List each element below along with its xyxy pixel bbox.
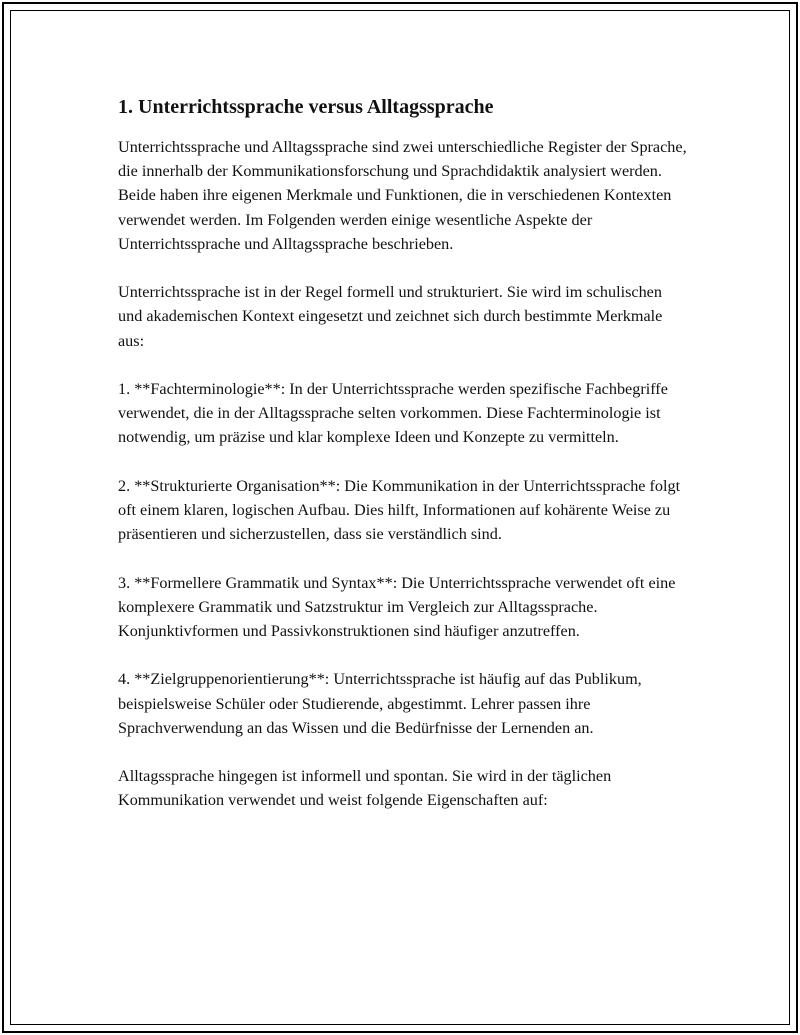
list-item-fachterminologie: 1. **Fachterminologie**: In der Unterrichtssprache werden spezifische Fachbegriffe verwendet, die in der Alltagssprache selten vorkommen. Diese Fachterminologie ist notwendig, um präzise und klar komplexe Ideen und Konzepte zu vermitteln. [118,380,668,447]
list-item-formellere-grammatik: 3. **Formellere Grammatik und Syntax**: Die Unterrichtssprache verwendet oft eine komplexere Grammatik und Satzstruktur im Vergleich zur Alltagssprache. Konjunktivformen und Passivkonstruktionen sind häufiger anzutreffen. [118,573,676,640]
list-item-zielgruppenorientierung: 4. **Zielgruppenorientierung**: Unterrichtssprache ist häufig auf das Publikum, beispielsweise Schüler oder Studierende, abgestimmt. Lehrer passen ihre Sprachverwendung an das Wissen und die Bedürfnisse der Lernenden an. [118,670,642,737]
intro-paragraph: Unterrichtssprache und Alltagssprache sind zwei unterschiedliche Register der Sprache, die innerhalb der Kommunikationsforschung und Sprachdidaktik analysiert werden. Beide haben ihre eigenen Merkmale und Funktionen, die in verschiedenen Kontexten verwendet werden. Im Folgenden werden einige wesentliche Aspekte der Unterrichtssprache und Alltagssprache beschrieben. [118,138,687,253]
list-item-strukturierte-organisation: 2. **Strukturierte Organisation**: Die Kommunikation in der Unterrichtssprache folgt oft einem klaren, logischen Aufbau. Dies hilft, Informationen auf kohärente Weise zu präsentieren und sicherzustellen, dass sie verständlich sind. [118,476,681,544]
section-heading: 1. Unterrichtssprache versus Alltagssprache [118,96,494,118]
alltagssprache-paragraph: Alltagssprache hingegen ist informell und spontan. Sie wird in der täglichen Kommunikation verwendet und weist folgende Eigenschaften auf: [118,767,612,810]
unterrichtssprache-paragraph: Unterrichtssprache ist in der Regel formell und strukturiert. Sie wird im schulischen und akademischen Kontext eingesetzt und zeichnet sich durch bestimmte Merkmale aus: [118,283,663,350]
document-body [118,95,688,837]
